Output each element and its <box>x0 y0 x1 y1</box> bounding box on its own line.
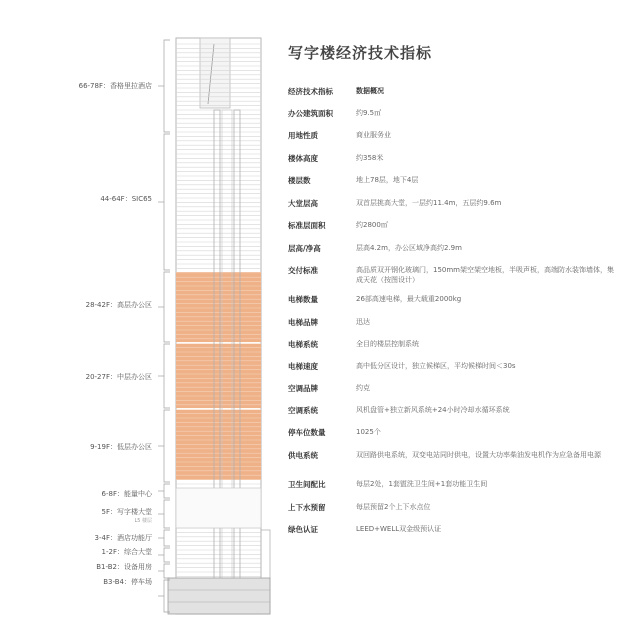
spec-value: LEED+WELL双金级预认证 <box>356 525 442 533</box>
zone-bracket <box>164 564 170 578</box>
spec-key: 绿色认证 <box>288 525 318 534</box>
spec-key: 办公建筑面积 <box>288 109 333 118</box>
spec-value: 每层2处，1套盥洗卫生间+1套功能卫生间 <box>356 480 488 488</box>
office-zone-low <box>176 410 261 480</box>
zone-bracket <box>164 40 170 132</box>
office-zone-mid <box>176 344 261 408</box>
spec-key: 电梯速度 <box>288 362 318 371</box>
lobby-block <box>176 488 261 528</box>
floor-label-energy: 6-8F：能量中心 <box>101 490 152 498</box>
spec-value: 约克 <box>356 384 370 392</box>
spec-header-value: 数据概况 <box>356 87 384 95</box>
floor-label-sic65: 44-64F：SIC65 <box>100 195 152 203</box>
floor-label-main-lobby: 1-2F：综合大堂 <box>101 548 152 556</box>
spec-key: 大堂层高 <box>288 199 318 208</box>
floor-label-low-office: 9-19F：低层办公区 <box>90 443 152 451</box>
spec-value: 高品质双开钢化玻璃门，150mm架空架空地板，半吸声板，高端防水装饰墙体，集成天花（按图设计） <box>356 266 614 284</box>
spec-value: 约9.5㎡ <box>356 109 382 117</box>
spec-key: 楼层数 <box>288 176 311 185</box>
floor-label-parking: B3-B4：停车场 <box>103 578 152 586</box>
spec-key: 卫生间配比 <box>288 480 326 489</box>
spec-key: 停车位数量 <box>288 428 326 437</box>
spec-key: 层高/净高 <box>288 244 321 253</box>
office-zone-high <box>176 272 261 342</box>
spec-key: 电梯品牌 <box>288 318 318 327</box>
floor-label-office-lobby: 5F：写字楼大堂 L5 楼层 <box>101 508 152 524</box>
spec-value: 高中低分区设计，独立候梯区，平均候梯时间＜30s <box>356 362 516 370</box>
spec-value: 每层预留2个上下水点位 <box>356 503 431 511</box>
spec-key: 楼体高度 <box>288 154 318 163</box>
page-title: 写字楼经济技术指标 <box>288 44 433 62</box>
floor-label-high-office: 28-42F：高层办公区 <box>85 301 152 309</box>
zone-bracket <box>164 548 170 562</box>
zone-bracket <box>164 272 170 342</box>
spec-value: 26部高速电梯，最大载重2000kg <box>356 295 462 303</box>
spec-value: 约358米 <box>356 154 384 162</box>
spec-value: 风机盘管+独立新风系统+24小时冷却水循环系统 <box>356 406 510 414</box>
spec-value: 迅达 <box>356 318 370 326</box>
spec-header-key: 经济技术指标 <box>288 87 333 96</box>
floor-label-hotel-function: 3-4F：酒店功能厅 <box>94 534 152 542</box>
spec-value: 地上78层，地下4层 <box>356 176 419 184</box>
spec-key: 供电系统 <box>288 451 318 460</box>
zone-bracket <box>164 134 170 270</box>
floor-label-equipment: B1-B2：设备用房 <box>96 563 152 571</box>
spec-key: 空调系统 <box>288 406 318 415</box>
spec-value: 商业服务业 <box>356 131 391 139</box>
floor-label-hotel: 66-78F：香格里拉酒店 <box>78 82 152 90</box>
zone-brackets <box>158 40 170 612</box>
spec-key: 标准层面积 <box>288 221 326 230</box>
spec-value: 双回路供电系统，双变电站同时供电，设置大功率柴油发电机作为应急备用电源 <box>356 451 601 459</box>
zone-bracket <box>164 410 170 482</box>
spec-value: 层高4.2m，办公区域净高约2.9m <box>356 244 462 252</box>
zone-bracket <box>164 344 170 408</box>
floor-label-mid-office: 20-27F：中层办公区 <box>85 373 152 381</box>
spec-value: 1025个 <box>356 428 381 436</box>
zone-bracket <box>164 500 170 528</box>
spec-key: 交付标准 <box>288 266 318 275</box>
spec-value: 双首层挑高大堂，一层约11.4m，五层约9.6m <box>356 199 502 207</box>
spec-value: 全目的楼层控制系统 <box>356 340 419 348</box>
zone-bracket <box>164 484 170 498</box>
spec-key: 空调品牌 <box>288 384 318 393</box>
spec-value: 约2800㎡ <box>356 221 388 229</box>
spec-key: 上下水预留 <box>288 503 326 512</box>
spec-key: 电梯数量 <box>288 295 318 304</box>
basement <box>168 578 270 614</box>
spec-key: 用地性质 <box>288 131 318 140</box>
spec-key: 电梯系统 <box>288 340 318 349</box>
zone-bracket <box>164 530 170 546</box>
